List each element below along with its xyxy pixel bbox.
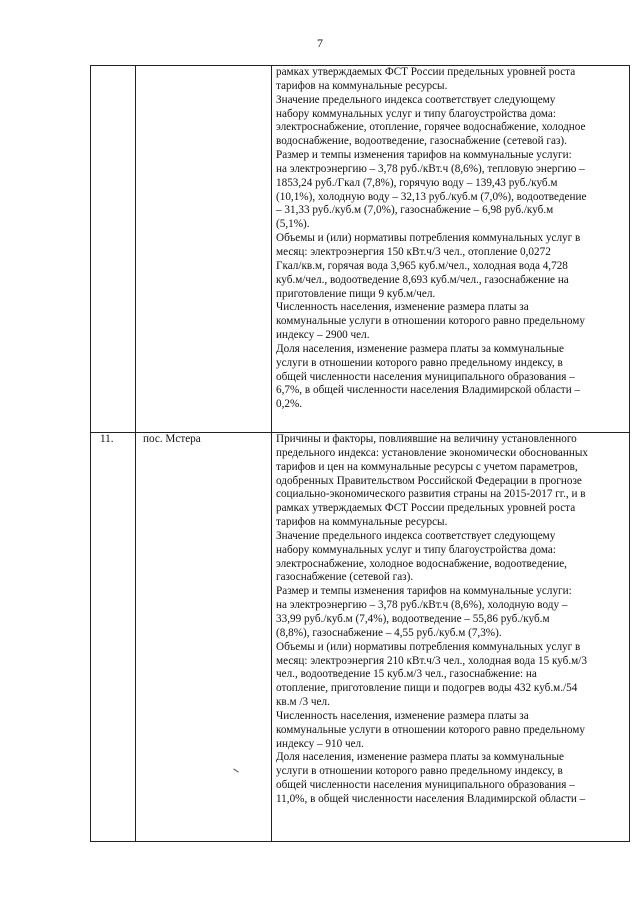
description-cell	[272, 66, 630, 433]
paragraph-tariff-limits: рамках утверждаемых ФСТ России предельных уровней роста тарифов на коммунальные ресурсы.	[276, 66, 576, 92]
settlement-name-cell	[136, 66, 272, 433]
table-row	[91, 66, 630, 433]
paragraph-consumption-norms: Объемы и (или) нормативы потребления коммунальных услуг в месяц: электроэнергия 210 кВт.ч/3 чел., холодная вода 15 куб.м/3 чел., водоотведение 15 куб.м/3 чел., газоснабжение: на отопление, приготовление пищи и подогрев воды 432 куб.м./54 кв.м /3 чел.	[276, 640, 587, 709]
tariff-table	[90, 65, 630, 842]
paragraph-index-value: Значение предельного индекса соответствует следующему набору коммунальных услуг и типу благоустройства дома: электроснабжение, отопление, горячее водоснабжение, холодное водоснабжение, водоотведение, газоснабжение (сетевой газ).	[276, 93, 586, 148]
paragraph-index-value: Значение предельного индекса соответствует следующему набору коммунальных услуг и типу благоустройства дома: электроснабжение, холодное водоснабжение, водоотведение, газоснабжение (сетевой газ).	[276, 529, 567, 584]
settlement-name-cell: пос. Мстера	[136, 433, 272, 842]
paragraph-population-share: Доля населения, изменение размера платы за коммунальные услуги в отношении которого равно предельному индексу, в общей численности населения муниципального образования – 6,7%, в общей численности населения Владимирской области – 0,2%.	[276, 342, 581, 411]
page-number: 7	[317, 36, 323, 50]
paragraph-population-count: Численность населения, изменение размера платы за коммунальные услуги в отношении которого равно предельному индексу – 910 чел.	[276, 709, 585, 750]
row-number-cell: 11.	[91, 433, 136, 842]
paragraph-reasons: Причины и факторы, повлиявшие на величину установленного предельного индекса: установление экономически обоснованных тарифов и цен на коммунальные ресурсы с учетом параметров, одобренных Правительством Российской Федерации в прогнозе социально-экономического развития страны на 2015-2017 гг., и в рамках утверждаемых ФСТ России предельных уровней роста тарифов на коммунальные ресурсы.	[276, 433, 588, 529]
table-row	[91, 433, 630, 842]
paragraph-tariff-rates: Размер и темпы изменения тарифов на коммунальные услуги: на электроэнергию – 3,78 руб./кВт.ч (8,6%), тепловую энергию – 1853,24 руб./Гкал (7,8%), горячую воду – 139,43 руб./куб.м (10,1%), холодную воду – 32,13 руб./куб.м (7,0%), водоотведение – 31,33 руб./куб.м (7,0%), газоснабжение – 6,98 руб./куб.м (5,1%).	[276, 149, 587, 231]
description-cell	[272, 433, 630, 842]
paragraph-tariff-rates: Размер и темпы изменения тарифов на коммунальные услуги: на электроэнергию – 3,78 руб./кВт.ч (8,6%), холодную воду – 33,99 руб./куб.м (7,4%), водоотведение – 55,86 руб./куб.м (8,8%), газоснабжение – 4,55 руб./куб.м (7,3%).	[276, 585, 572, 639]
paragraph-population-count: Численность населения, изменение размера платы за коммунальные услуги в отношении которого равно предельному индексу – 2900 чел.	[276, 301, 585, 342]
row-number-cell	[91, 66, 136, 433]
paragraph-population-share: Доля населения, изменение размера платы за коммунальные услуги в отношении которого равно предельному индексу, в общей численности населения муниципального образования – 11,0%, в общей численности населения Владимирской области –	[276, 751, 586, 805]
paragraph-consumption-norms: Объемы и (или) нормативы потребления коммунальных услуг в месяц: электроэнергия 150 кВт.ч/3 чел., отопление 0,0272 Гкал/кв.м, горячая вода 3,965 куб.м/чел., холодная вода 4,728 куб.м/чел., водоотведение 8,693 куб.м/чел., газоснабжение на приготовление пищи 9 куб.м/чел.	[276, 232, 581, 300]
